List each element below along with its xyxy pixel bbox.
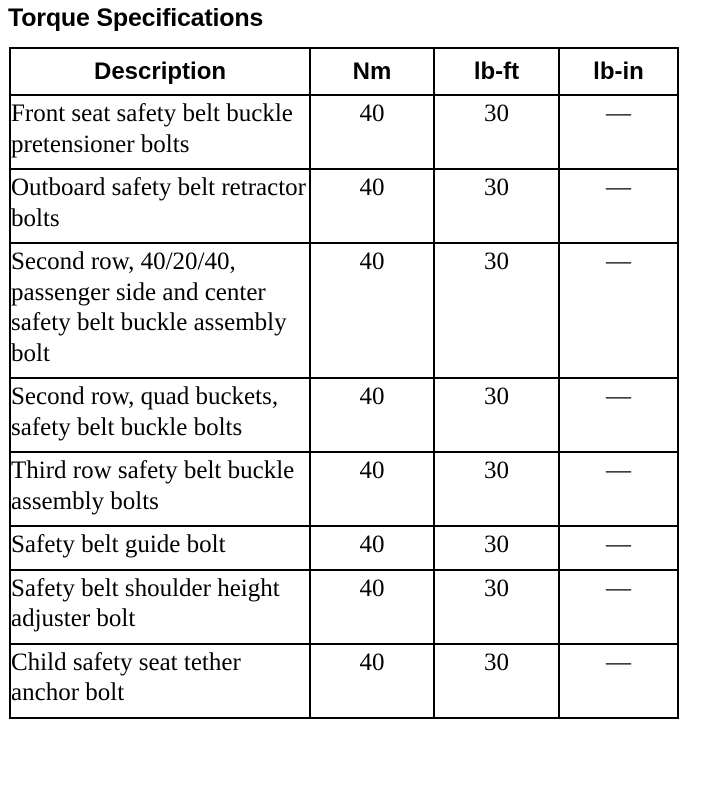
row-nm: 40 bbox=[310, 378, 434, 452]
row-nm: 40 bbox=[310, 644, 434, 718]
row-description: Second row, 40/20/40, passenger side and center safety belt buckle assembly bolt bbox=[10, 243, 310, 378]
table-row bbox=[10, 243, 678, 378]
row-description: Second row, quad buckets, safety belt buckle bolts bbox=[10, 378, 310, 452]
row-lb-in: — bbox=[559, 243, 678, 378]
row-lb-ft: 30 bbox=[434, 526, 559, 570]
table-row bbox=[10, 570, 678, 644]
row-nm: 40 bbox=[310, 452, 434, 526]
row-lb-in: — bbox=[559, 526, 678, 570]
row-description: Child safety seat tether anchor bolt bbox=[10, 644, 310, 718]
header-lb-in: lb-in bbox=[559, 48, 678, 95]
row-lb-in: — bbox=[559, 570, 678, 644]
table-row bbox=[10, 169, 678, 243]
row-nm: 40 bbox=[310, 169, 434, 243]
table-row bbox=[10, 644, 678, 718]
header-nm: Nm bbox=[310, 48, 434, 95]
row-lb-ft: 30 bbox=[434, 378, 559, 452]
page-title: Torque Specifications bbox=[8, 4, 264, 32]
row-description: Safety belt guide bolt bbox=[10, 526, 310, 570]
table-row bbox=[10, 526, 678, 570]
torque-spec-table bbox=[9, 47, 679, 719]
header-description: Description bbox=[10, 48, 310, 95]
table-row bbox=[10, 378, 678, 452]
header-lb-ft: lb-ft bbox=[434, 48, 559, 95]
row-lb-ft: 30 bbox=[434, 95, 559, 169]
row-nm: 40 bbox=[310, 570, 434, 644]
row-nm: 40 bbox=[310, 95, 434, 169]
row-nm: 40 bbox=[310, 526, 434, 570]
row-nm: 40 bbox=[310, 243, 434, 378]
row-description: Safety belt shoulder height adjuster bolt bbox=[10, 570, 310, 644]
row-lb-in: — bbox=[559, 95, 678, 169]
row-lb-ft: 30 bbox=[434, 452, 559, 526]
row-description: Outboard safety belt retractor bolts bbox=[10, 169, 310, 243]
row-lb-ft: 30 bbox=[434, 644, 559, 718]
row-lb-ft: 30 bbox=[434, 243, 559, 378]
row-lb-ft: 30 bbox=[434, 169, 559, 243]
table-row bbox=[10, 452, 678, 526]
table-header-row bbox=[10, 48, 678, 95]
table-row bbox=[10, 95, 678, 169]
row-lb-in: — bbox=[559, 378, 678, 452]
row-lb-in: — bbox=[559, 644, 678, 718]
row-lb-ft: 30 bbox=[434, 570, 559, 644]
row-lb-in: — bbox=[559, 452, 678, 526]
row-description: Front seat safety belt buckle pretensioner bolts bbox=[10, 95, 310, 169]
row-lb-in: — bbox=[559, 169, 678, 243]
row-description: Third row safety belt buckle assembly bolts bbox=[10, 452, 310, 526]
